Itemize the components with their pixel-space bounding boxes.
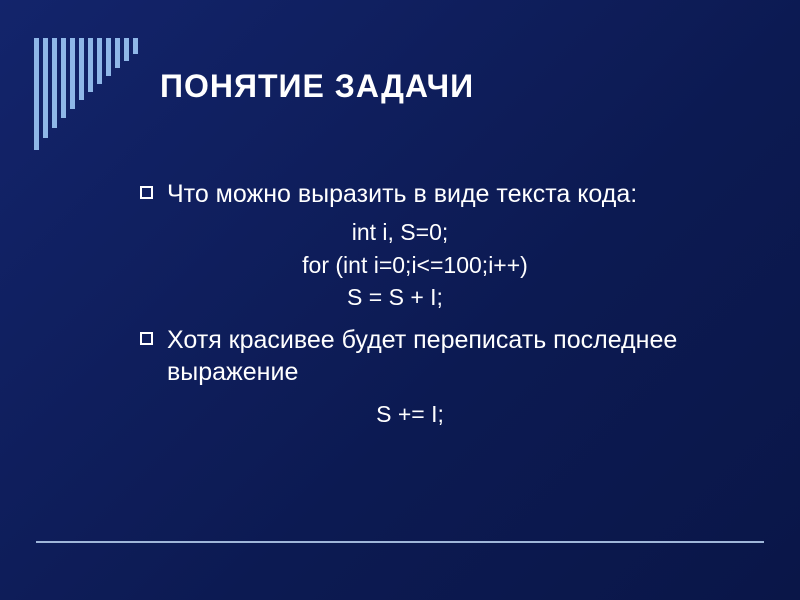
list-item xyxy=(140,324,720,388)
bullet-text: Что можно выразить в виде текста кода: xyxy=(167,180,638,208)
code-line: int i, S=0; xyxy=(351,219,449,245)
square-bullet-icon xyxy=(140,332,153,345)
slide-content xyxy=(140,178,720,441)
code-line: for (int i=0;i<=100;i++) xyxy=(302,251,528,278)
footer-divider xyxy=(36,541,764,543)
page-title: ПОНЯТИЕ ЗАДАЧИ xyxy=(160,68,475,104)
list-item xyxy=(140,178,720,210)
code-line: S = S + I; xyxy=(347,284,443,311)
code-line: S += I; xyxy=(376,400,444,427)
code-block-first xyxy=(140,216,720,314)
code-block-second xyxy=(140,398,720,431)
bullet-text: Хотя красивее будет переписать последнее выражение xyxy=(167,325,678,386)
decorative-bars-graphic xyxy=(34,38,154,158)
square-bullet-icon xyxy=(140,186,153,199)
